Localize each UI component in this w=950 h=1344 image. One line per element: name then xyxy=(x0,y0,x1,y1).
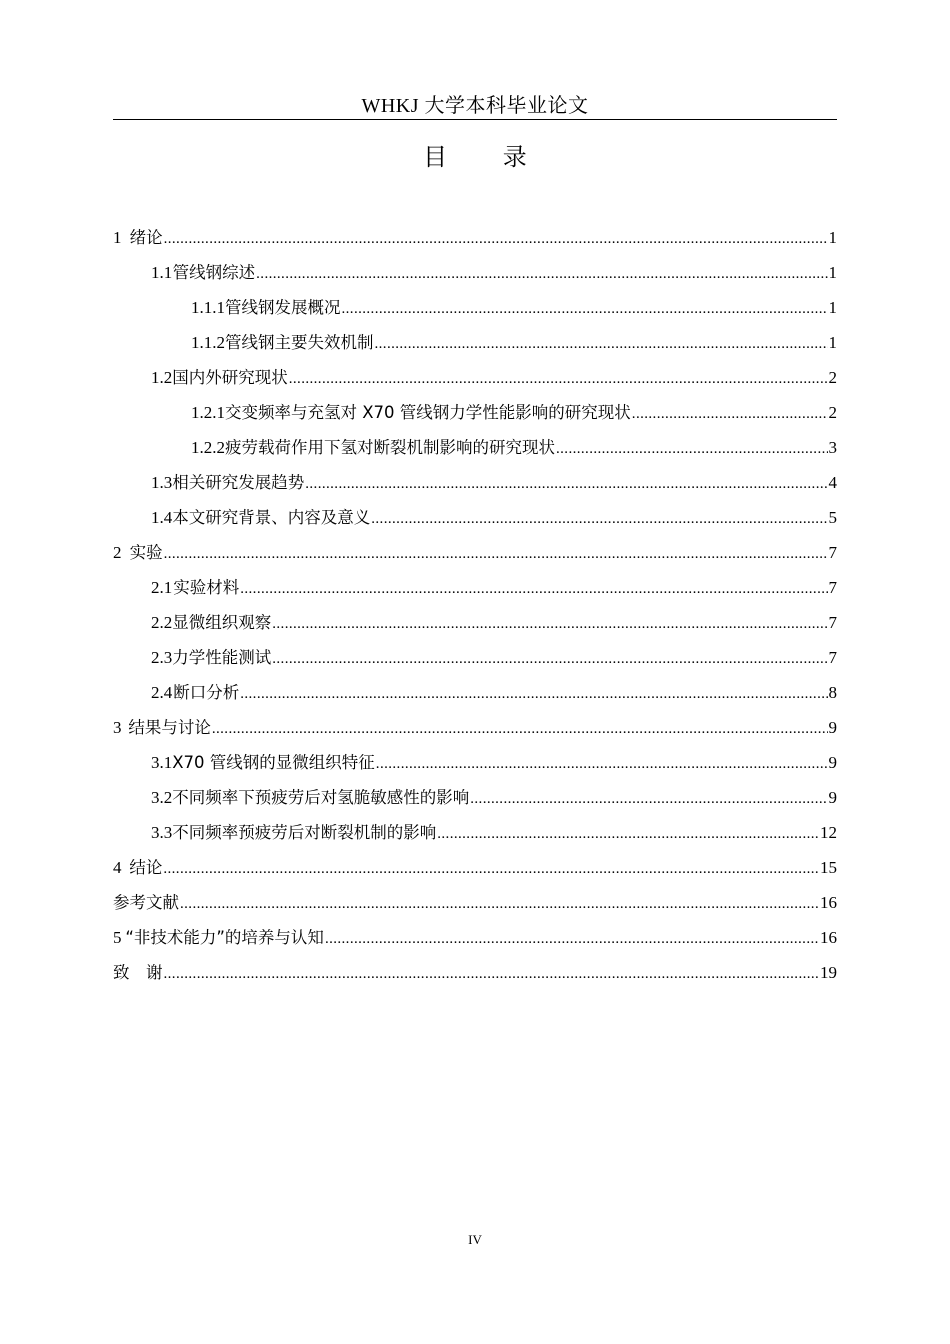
toc-entry-title: 管线钢主要失效机制 xyxy=(225,333,374,352)
toc-entry-number: 1 xyxy=(113,228,122,247)
toc-entry-number: 3.2 xyxy=(151,788,173,807)
toc-entry-title: 结论 xyxy=(129,858,163,877)
toc-entry-page: 9 xyxy=(828,718,837,737)
toc-entry-number: 3.1 xyxy=(151,753,173,772)
toc-dot-leader xyxy=(240,573,827,604)
toc-entry-title: 疲劳载荷作用下氢对断裂机制影响的研究现状 xyxy=(225,438,555,457)
toc-entry-page: 8 xyxy=(828,683,837,702)
toc-entry-page: 2 xyxy=(828,403,837,422)
toc-dot-leader xyxy=(371,503,827,534)
toc-entry-page: 1 xyxy=(828,298,837,317)
toc-entry-page: 7 xyxy=(828,613,837,632)
table-of-contents xyxy=(113,223,837,993)
toc-entry-number: 2.2 xyxy=(151,613,173,632)
toc-entry[interactable] xyxy=(113,783,837,818)
toc-entry-page: 4 xyxy=(828,473,837,492)
toc-dot-leader xyxy=(272,643,827,674)
toc-dot-leader xyxy=(470,783,827,814)
toc-dot-leader xyxy=(212,713,828,744)
toc-entry[interactable] xyxy=(113,503,837,538)
toc-dot-leader xyxy=(164,538,828,569)
toc-entry-number: 2 xyxy=(113,543,122,562)
toc-entry-number: 3 xyxy=(113,718,122,737)
toc-entry-page: 12 xyxy=(820,823,837,842)
toc-entry-title: 实验材料 xyxy=(173,578,240,597)
toc-entry[interactable] xyxy=(113,258,837,293)
toc-entry-title: 显微组织观察 xyxy=(172,613,272,632)
toc-dot-leader xyxy=(164,223,828,254)
toc-entry-title: 结果与讨论 xyxy=(128,718,211,737)
toc-entry[interactable] xyxy=(113,748,837,783)
toc-entry[interactable] xyxy=(113,678,837,713)
toc-dot-leader xyxy=(556,433,828,464)
toc-entry-page: 7 xyxy=(828,648,837,667)
toc-entry-title: 绪论 xyxy=(129,228,163,247)
page-header: WHKJ 大学本科毕业论文 xyxy=(361,95,589,117)
toc-dot-leader xyxy=(163,853,819,884)
toc-dot-leader xyxy=(325,923,819,954)
toc-entry-page: 5 xyxy=(828,508,837,527)
toc-dot-leader xyxy=(376,748,828,779)
toc-entry[interactable] xyxy=(113,643,837,678)
toc-entry-number: 2.3 xyxy=(151,648,173,667)
toc-dot-leader xyxy=(256,258,827,289)
toc-dot-leader xyxy=(180,888,819,919)
toc-entry-page: 7 xyxy=(828,543,837,562)
toc-entry-title: 相关研究发展趋势 xyxy=(172,473,305,492)
toc-entry-title: 不同频率预疲劳后对断裂机制的影响 xyxy=(172,823,437,842)
toc-entry-number: 3.3 xyxy=(151,823,173,842)
toc-entry[interactable] xyxy=(113,573,837,608)
toc-dot-leader xyxy=(272,608,827,639)
toc-entry-title: “非技术能力”的培养与认知 xyxy=(125,928,324,947)
toc-entry-page: 19 xyxy=(820,963,837,982)
toc-dot-leader xyxy=(240,678,827,709)
toc-dot-leader xyxy=(342,293,828,324)
toc-entry-title: X70 管线钢的显微组织特征 xyxy=(172,753,375,772)
toc-entry-title: 管线钢综述 xyxy=(172,263,256,282)
toc-entry[interactable] xyxy=(113,328,837,363)
toc-entry-title: 参考文献 xyxy=(113,893,179,912)
toc-entry-number: 2.4 xyxy=(151,683,173,702)
toc-entry[interactable] xyxy=(113,363,837,398)
toc-entry-title: 交变频率与充氢对 X70 管线钢力学性能影响的研究现状 xyxy=(225,403,631,422)
toc-entry[interactable] xyxy=(113,223,837,258)
toc-entry-number: 1.2.1 xyxy=(191,403,225,422)
toc-dot-leader xyxy=(632,398,828,429)
toc-entry-title: 实验 xyxy=(129,543,163,562)
toc-entry-page: 15 xyxy=(820,858,837,877)
toc-entry-title: 力学性能测试 xyxy=(172,648,272,667)
toc-entry-page: 3 xyxy=(828,438,837,457)
toc-entry-number: 2.1 xyxy=(151,578,173,597)
toc-dot-leader xyxy=(375,328,828,359)
toc-entry-number: 4 xyxy=(113,858,122,877)
toc-entry-page: 1 xyxy=(828,263,837,282)
toc-entry-title: 不同频率下预疲劳后对氢脆敏感性的影响 xyxy=(172,788,470,807)
toc-dot-leader xyxy=(289,363,828,394)
toc-entry[interactable] xyxy=(113,923,837,958)
toc-entry[interactable] xyxy=(113,293,837,328)
toc-entry-title: 国内外研究现状 xyxy=(172,368,288,387)
toc-entry-number: 1.3 xyxy=(151,473,173,492)
toc-entry-page: 9 xyxy=(828,753,837,772)
toc-entry-title: 断口分析 xyxy=(173,683,240,702)
toc-entry-page: 7 xyxy=(828,578,837,597)
toc-entry-number: 5 xyxy=(113,928,122,947)
toc-entry-page: 1 xyxy=(828,228,837,247)
toc-entry[interactable] xyxy=(113,398,837,433)
toc-entry-title: 致 谢 xyxy=(113,963,163,982)
page-number: IV xyxy=(468,1232,482,1247)
toc-entry-number: 1.1.2 xyxy=(191,333,225,352)
toc-dot-leader xyxy=(437,818,819,849)
toc-entry[interactable] xyxy=(113,608,837,643)
toc-entry-number: 1.2.2 xyxy=(191,438,225,457)
toc-entry[interactable] xyxy=(113,538,837,573)
toc-entry-number: 1.1 xyxy=(151,263,173,282)
toc-dot-leader xyxy=(305,468,827,499)
toc-entry[interactable] xyxy=(113,713,837,748)
toc-entry-number: 1.1.1 xyxy=(191,298,225,317)
toc-entry-page: 16 xyxy=(820,893,837,912)
toc-entry[interactable] xyxy=(113,433,837,468)
toc-entry-number: 1.2 xyxy=(151,368,173,387)
toc-entry[interactable] xyxy=(113,853,837,888)
toc-entry[interactable] xyxy=(113,818,837,853)
toc-entry-page: 16 xyxy=(820,928,837,947)
toc-entry-page: 1 xyxy=(828,333,837,352)
toc-entry[interactable] xyxy=(113,468,837,503)
toc-entry-number: 1.4 xyxy=(151,508,173,527)
toc-dot-leader xyxy=(164,958,820,989)
toc-entry[interactable] xyxy=(113,888,837,923)
toc-entry[interactable] xyxy=(113,958,837,993)
toc-entry-page: 9 xyxy=(828,788,837,807)
toc-entry-page: 2 xyxy=(828,368,837,387)
toc-entry-title: 本文研究背景、内容及意义 xyxy=(172,508,371,527)
header-rule xyxy=(113,119,837,120)
toc-entry-title: 管线钢发展概况 xyxy=(225,298,341,317)
toc-title: 目 录 xyxy=(423,143,551,171)
